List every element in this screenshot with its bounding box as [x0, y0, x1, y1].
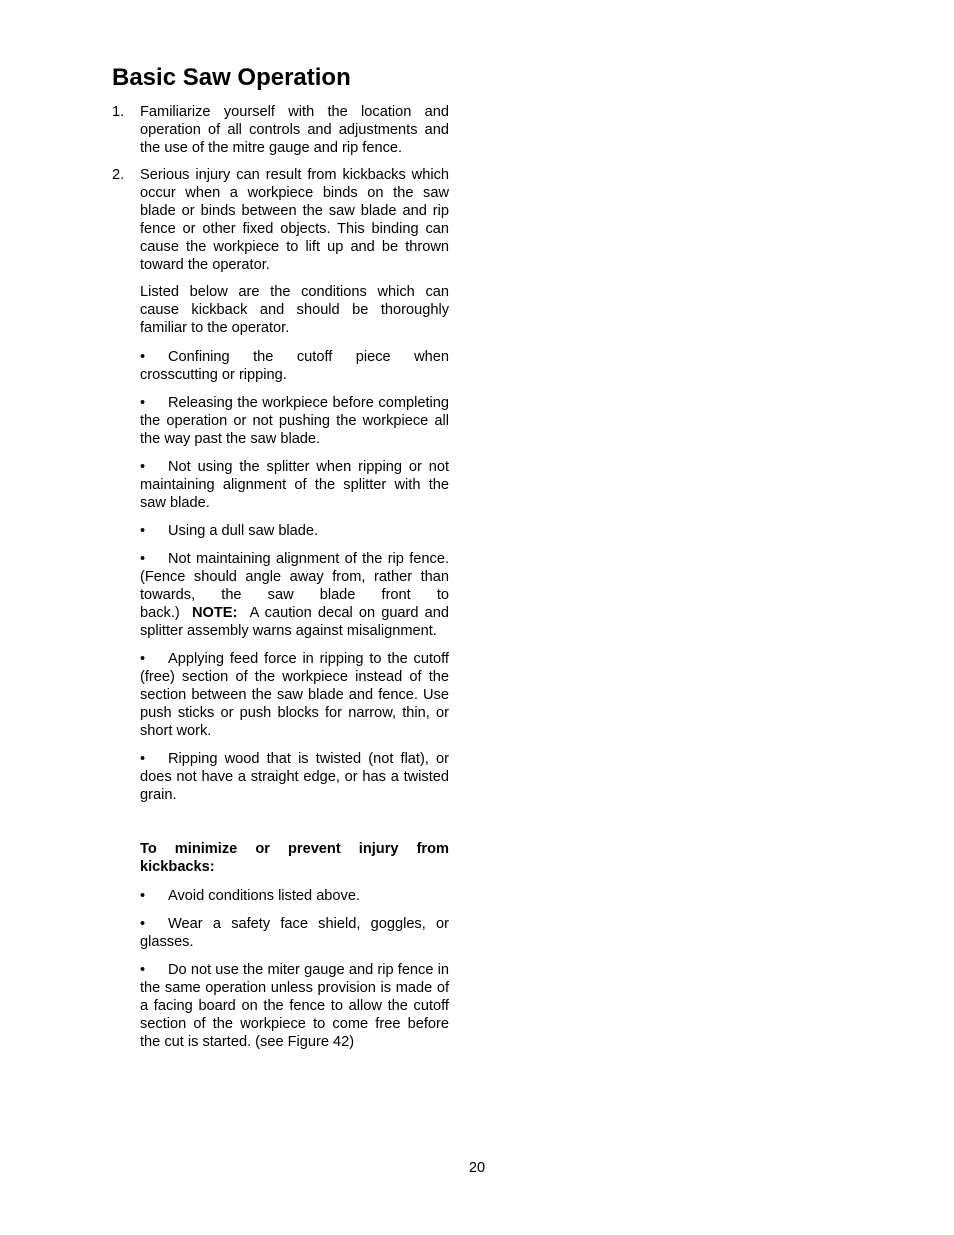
bullet-icon: •: [140, 395, 146, 411]
condition-item: [140, 458, 449, 512]
page-number: 20: [468, 1160, 486, 1176]
prevention-text: Do not use the miter gauge and rip fence in the same operation unless provision is made of a facing board on the fence to allow the cutoff section of the workpiece to come free before the cut is started. (see Figure 42): [140, 962, 449, 1050]
prevention-text: Wear a safety face shield, goggles, or glasses.: [140, 916, 449, 950]
note-text: A caution decal on guard and splitter assembly warns against misalignment.: [140, 605, 449, 639]
bullet-icon: •: [140, 349, 146, 365]
condition-item-fence: [140, 550, 449, 640]
prevention-item: [140, 887, 449, 905]
bullet-icon: •: [140, 751, 146, 767]
numbered-item-1: [112, 103, 449, 157]
condition-item: [140, 394, 449, 448]
condition-text: Applying feed force in ripping to the cutoff (free) section of the workpiece instead of the section between the saw blade and fence. Use push sticks or push blocks for narrow, thin, or short work.: [140, 651, 449, 739]
bullet-icon: •: [140, 459, 146, 475]
bullet-icon: •: [140, 888, 146, 904]
bullet-icon: •: [140, 551, 146, 567]
condition-text: Not using the splitter when ripping or not maintaining alignment of the splitter with the saw blade.: [140, 459, 449, 511]
condition-text: Ripping wood that is twisted (not flat), or does not have a straight edge, or has a twisted grain.: [140, 751, 449, 803]
condition-item: [140, 522, 449, 540]
bullet-icon: •: [140, 916, 146, 932]
condition-item: [140, 750, 449, 804]
prevention-item: [140, 915, 449, 951]
condition-item: [140, 650, 449, 740]
bullet-icon: •: [140, 962, 146, 978]
numbered-item-2: [112, 166, 449, 274]
page-heading: Basic Saw Operation: [112, 64, 351, 91]
condition-text: Releasing the workpiece before completing the operation or not pushing the workpiece all the way past the saw blade.: [140, 395, 449, 447]
prevention-heading: To minimize or prevent injury from kickbacks:: [140, 841, 449, 875]
condition-text: Not maintaining alignment of the rip fence. (Fence should angle away from, rather than towards, the saw blade front to back.): [140, 551, 449, 621]
condition-item: [140, 348, 449, 384]
prevention-item: [140, 961, 449, 1051]
text-column: [112, 62, 449, 1051]
item-number: 2.: [112, 167, 125, 183]
note-label: NOTE:: [191, 605, 238, 621]
conditions-intro: Listed below are the conditions which can cause kickback and should be thoroughly familiar to the operator.: [140, 284, 449, 336]
item-text: Familiarize yourself with the location and operation of all controls and adjustments and the use of the mitre gauge and rip fence.: [140, 104, 449, 156]
prevention-text: Avoid conditions listed above.: [168, 888, 361, 904]
condition-text: Confining the cutoff piece when crosscutting or ripping.: [140, 349, 449, 383]
bullet-icon: •: [140, 651, 146, 667]
condition-text: Using a dull saw blade.: [168, 523, 319, 539]
bullet-icon: •: [140, 523, 146, 539]
item-text: Serious injury can result from kickbacks which occur when a workpiece binds on the saw blade or binds between the saw blade and rip fence or other fixed objects. This binding can cause the workpiece to lift up and be thrown toward the operator.: [140, 167, 449, 273]
item-number: 1.: [112, 104, 125, 120]
